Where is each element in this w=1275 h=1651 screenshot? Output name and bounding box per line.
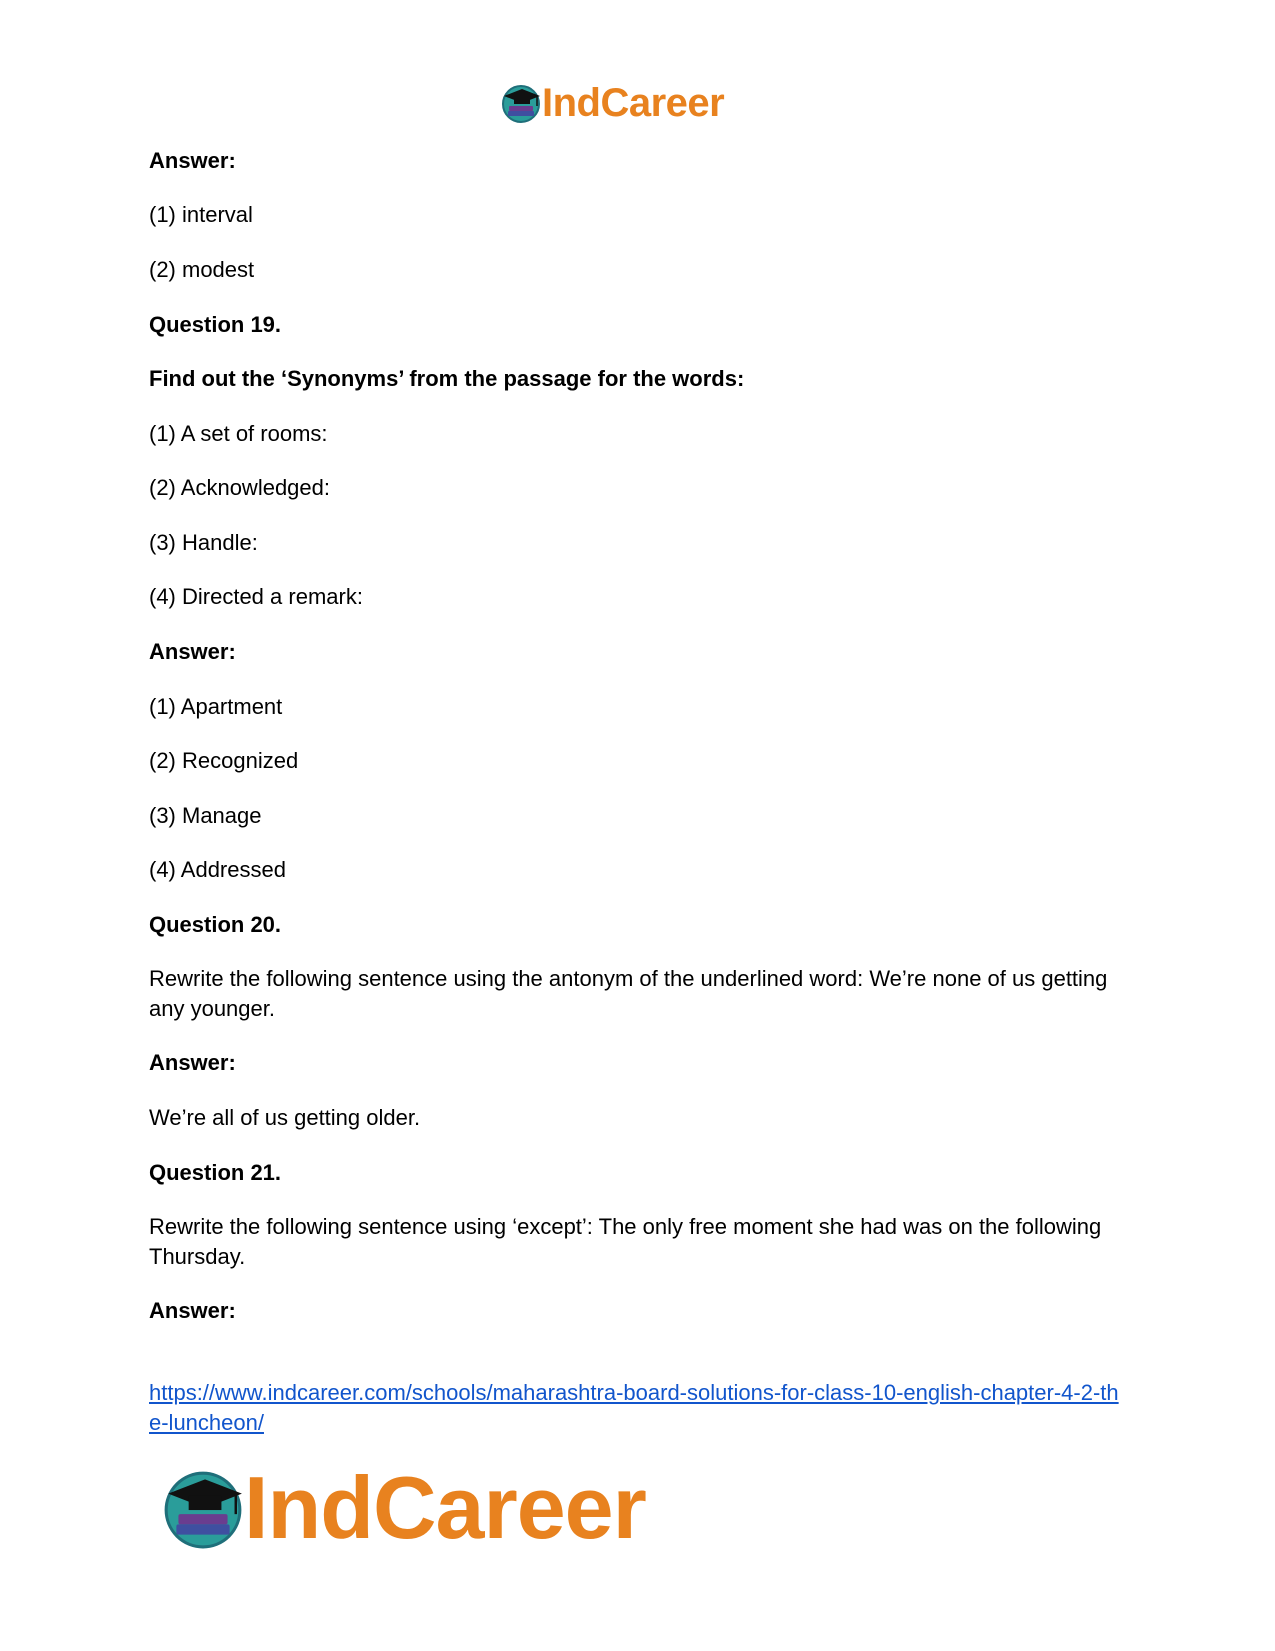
answer-label: Answer: [149, 639, 236, 664]
footer-logo [160, 1458, 646, 1557]
list-item: (1) Apartment [149, 694, 283, 719]
header-logo [500, 80, 724, 126]
question-title: Question 20. [149, 912, 282, 937]
logo-wordmark: IndCareer [244, 1458, 646, 1557]
question-title: Question 19. [149, 312, 282, 337]
list-item: (4) Directed a remark: [149, 584, 363, 609]
list-item: (2) Acknowledged: [149, 475, 330, 500]
list-item: (1) A set of rooms: [149, 421, 328, 446]
question-prompt: Rewrite the following sentence using ‘except’: The only free moment she had was on the following Thursday. [149, 1214, 1102, 1269]
graduation-cap-books-globe-icon [500, 82, 542, 124]
list-item: (4) Addressed [149, 857, 286, 882]
question-title: Question 21. [149, 1160, 282, 1185]
answer-label: Answer: [149, 1298, 236, 1323]
answer-text: We’re all of us getting older. [149, 1105, 421, 1130]
list-item: (2) modest [149, 257, 255, 282]
list-item: (3) Manage [149, 803, 262, 828]
answer-label: Answer: [149, 1050, 236, 1075]
answer-label: Answer: [149, 148, 236, 173]
list-item: (2) Recognized [149, 748, 299, 773]
logo-wordmark: IndCareer [542, 81, 725, 125]
list-item: (3) Handle: [149, 530, 258, 555]
list-item: (1) interval [149, 202, 253, 227]
graduation-cap-books-globe-icon [160, 1465, 246, 1551]
source-url-link[interactable]: https://www.indcareer.com/schools/maharashtra-board-solutions-for-class-10-english-chapter-4-2-the-luncheon/ [149, 1380, 1119, 1435]
question-prompt: Find out the ‘Synonyms’ from the passage for the words: [149, 366, 745, 391]
question-prompt: Rewrite the following sentence using the antonym of the underlined word: We’re none of us getting any younger. [149, 966, 1108, 1021]
